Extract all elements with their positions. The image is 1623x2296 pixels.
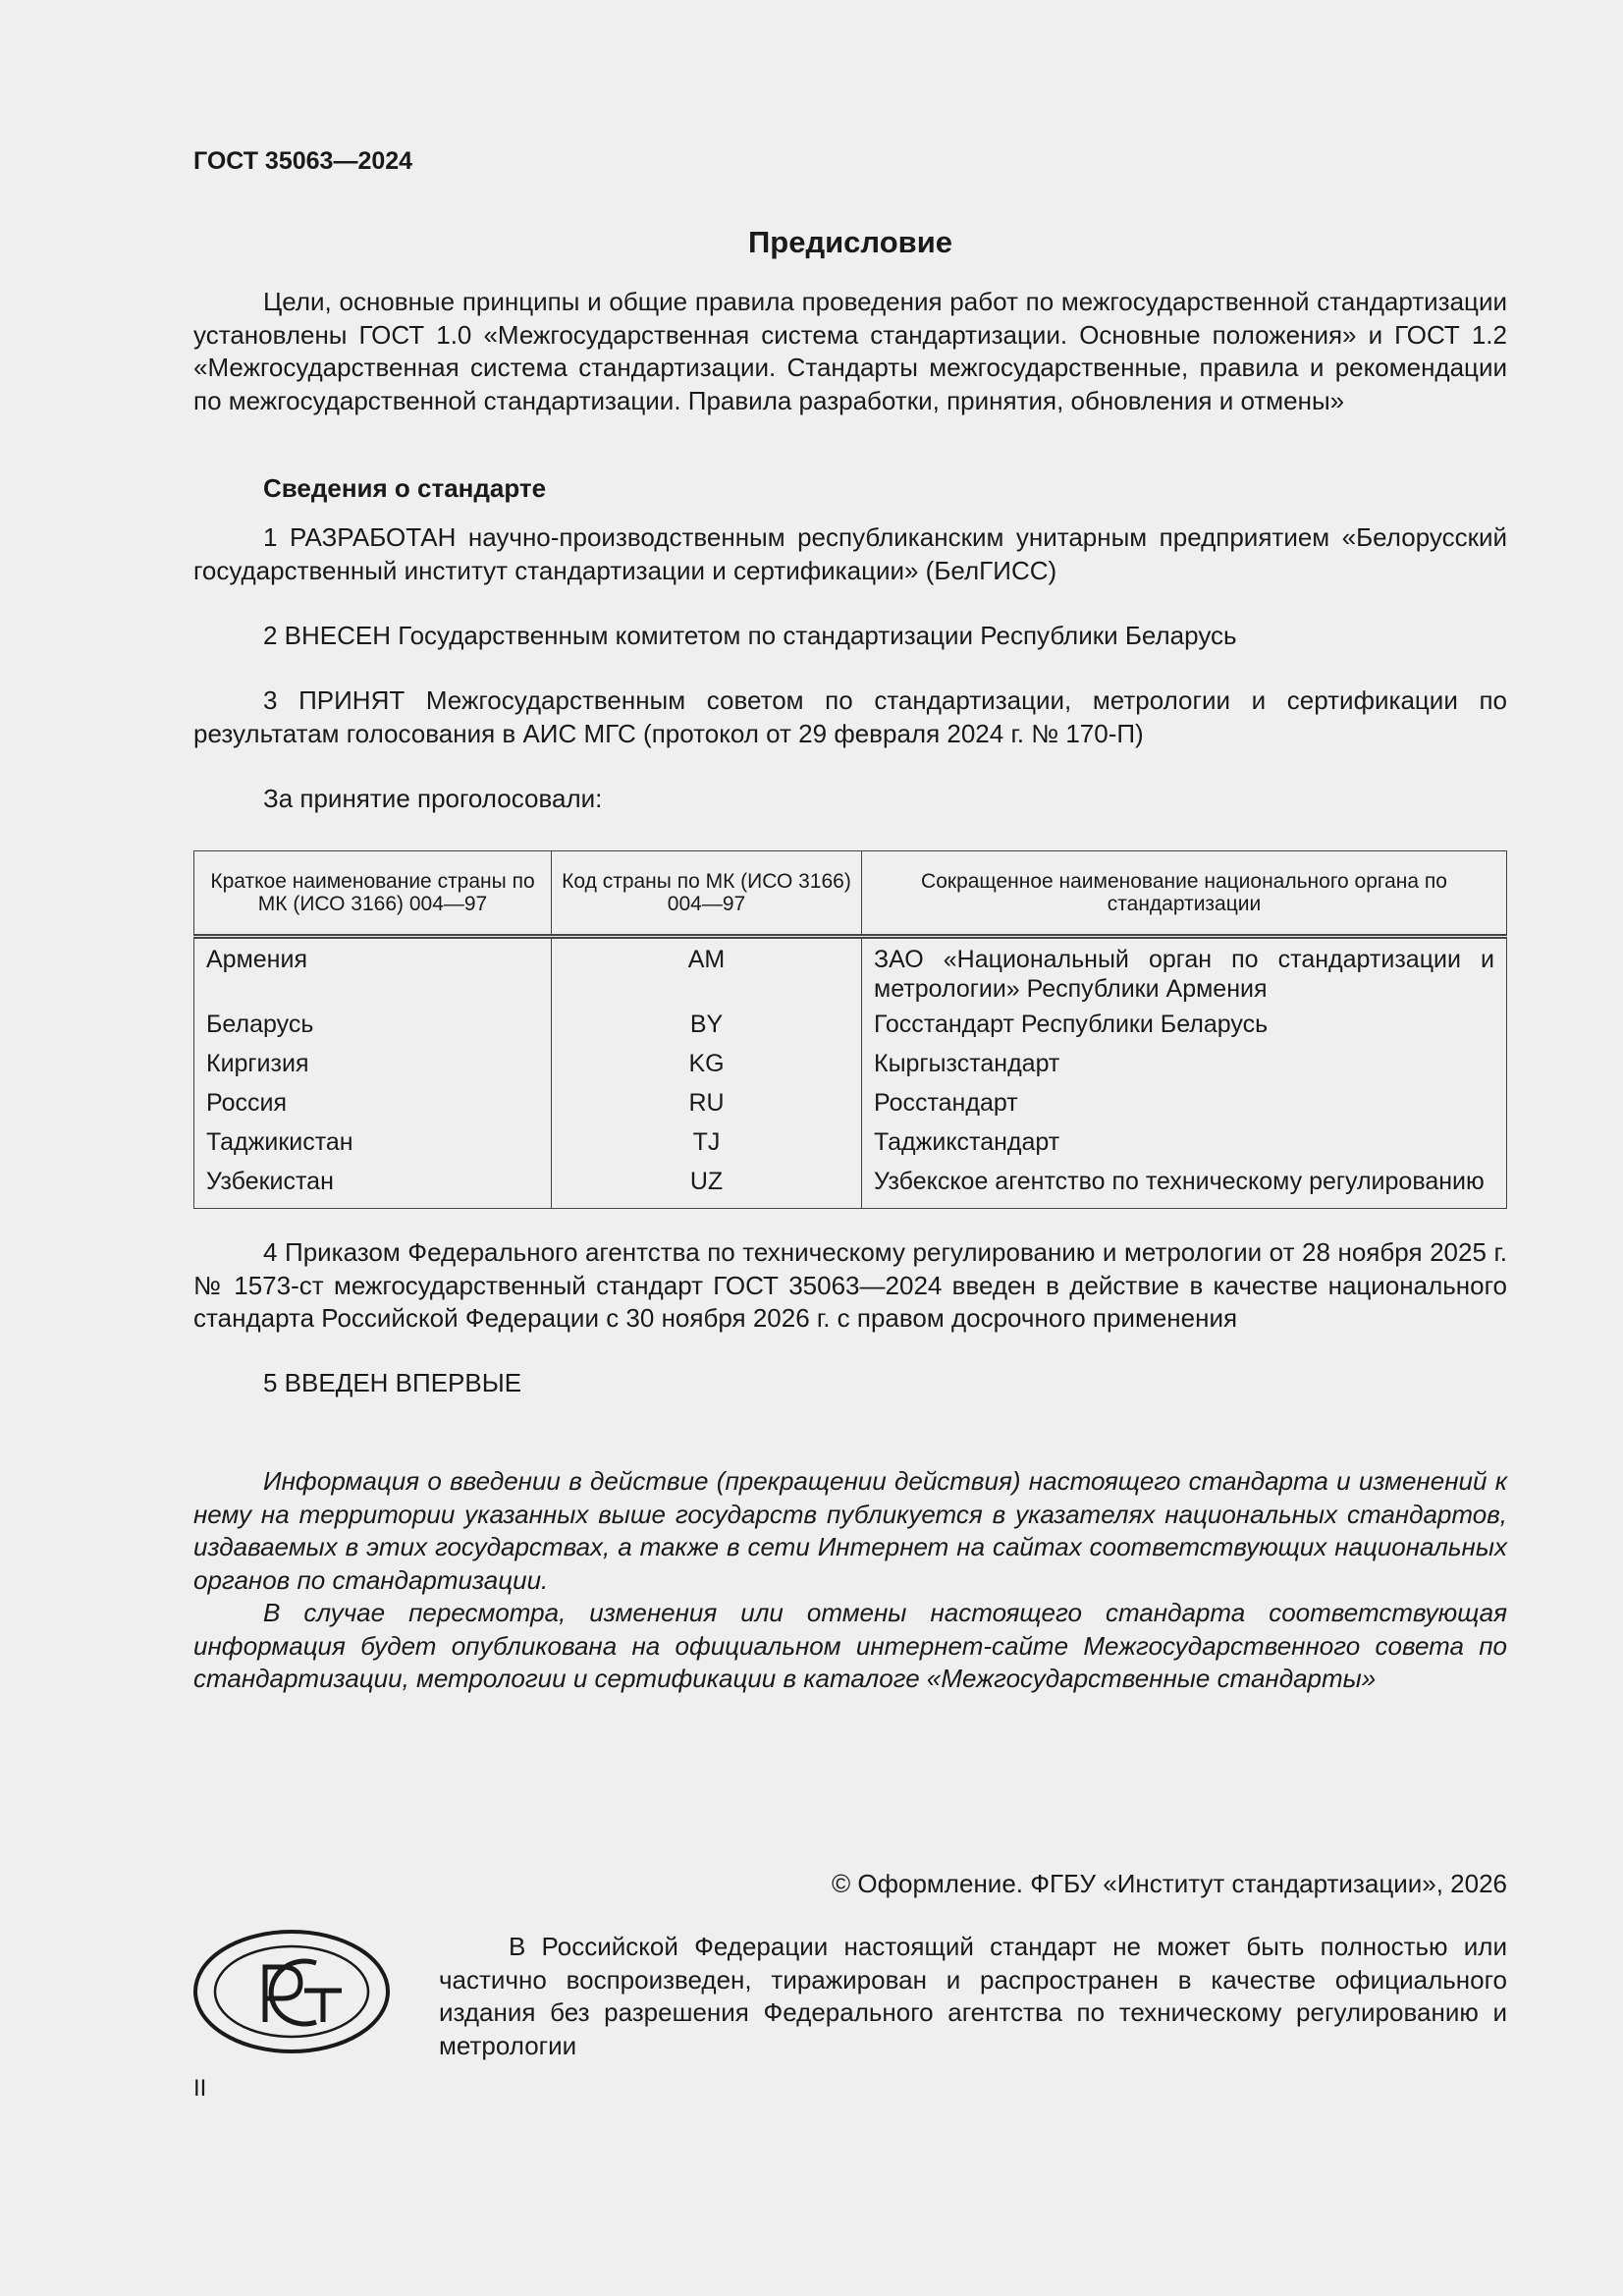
copyright-notice: В Российской Федерации настоящий стандарт не может быть полностью или частично воспроизведен, тиражирован и распространен в качестве официального издания без разрешения Федерального агентства по техническому регулированию и метрологии <box>439 1932 1507 2060</box>
org-cell: Кыргызстандарт <box>862 1049 1507 1088</box>
document-code: ГОСТ 35063—2024 <box>193 147 413 175</box>
code-cell: AM <box>552 937 862 1011</box>
header-org: Сокращенное наименование национального органа по стандартизации <box>862 851 1507 937</box>
code-cell: BY <box>552 1010 862 1049</box>
country-cell: Армения <box>194 937 552 1011</box>
table-row <box>194 1049 1507 1088</box>
voting-table <box>193 850 1507 1209</box>
country-cell: Беларусь <box>194 1010 552 1049</box>
intro-paragraph: Цели, основные принципы и общие правила проведения работ по межгосударственной стандартизации установлены ГОСТ 1.0 «Межгосударственная система стандартизации. Основные положения» и ГОСТ 1.2 «Межгосударственная система стандартизации. Стандарты межгосударственные, правила и рекомендации по межгосударственной стандартизации. Правила разработки, принятия, обновления и отмены» <box>193 287 1507 415</box>
code-cell: UZ <box>552 1167 862 1209</box>
code-cell: KG <box>552 1049 862 1088</box>
item-enacted: 4 Приказом Федерального агентства по техническому регулированию и метрологии от 28 ноября 2025 г. № 1573-ст межгосударственный стандарт ГОСТ 35063—2024 введен в действие в качестве национального стандарта Российской Федерации с 30 ноября 2026 г. с правом досрочного применения <box>193 1237 1507 1333</box>
item-submitted: 2 ВНЕСЕН Государственным комитетом по стандартизации Республики Беларусь <box>263 621 1237 650</box>
org-cell: Росстандарт <box>862 1088 1507 1127</box>
header-code: Код страны по МК (ИСО 3166) 004—97 <box>552 851 862 937</box>
table-row <box>194 1010 1507 1049</box>
note-information: Информация о введении в действие (прекращении действия) настоящего стандарта и изменений к нему на территории указанных выше государств публикуется в указателях национальных стандартов, издаваемых в этих государствах, а также в сети Интернет на сайтах соответствующих национальных органов по стандартизации. <box>193 1466 1507 1595</box>
note-revision: В случае пересмотра, изменения или отмены настоящего стандарта соответствующая информация будет опубликована на официальном интернет-сайте Межгосударственного совета по стандартизации, метрологии и сертификации в каталоге «Межгосударственные стандарты» <box>193 1598 1507 1693</box>
header-country: Краткое наименование страны по МК (ИСО 3166) 004—97 <box>194 851 552 937</box>
copyright-line: © Оформление. ФГБУ «Институт стандартизации», 2026 <box>832 1869 1507 1898</box>
item-adopted: 3 ПРИНЯТ Межгосударственным советом по стандартизации, метрологии и сертификации по результатам голосования в АИС МГС (протокол от 29 февраля 2024 г. № 170-П) <box>193 685 1507 748</box>
rst-certification-logo-icon <box>192 1928 391 2055</box>
table-row <box>194 1088 1507 1127</box>
item-developed: 1 РАЗРАБОТАН научно-производственным республиканским унитарным предприятием «Белорусский государственный институт стандартизации и сертификации» (БелГИСС) <box>193 522 1507 585</box>
voted-label: За принятие проголосовали: <box>263 784 603 813</box>
table-row <box>194 1167 1507 1209</box>
org-cell: Госстандарт Республики Беларусь <box>862 1010 1507 1049</box>
item-introduced: 5 ВВЕДЕН ВПЕРВЫЕ <box>263 1368 522 1397</box>
info-heading: Сведения о стандарте <box>263 473 547 503</box>
table-row <box>194 1127 1507 1167</box>
code-cell: TJ <box>552 1127 862 1167</box>
code-cell: RU <box>552 1088 862 1127</box>
org-cell: Таджикстандарт <box>862 1127 1507 1167</box>
org-cell: Узбекское агентство по техническому регулированию <box>862 1167 1507 1209</box>
org-cell: ЗАО «Национальный орган по стандартизации и метрологии» Республики Армения <box>862 937 1507 1011</box>
page-number: II <box>193 2075 207 2102</box>
table-header-row <box>194 851 1507 937</box>
country-cell: Таджикистан <box>194 1127 552 1167</box>
page-title: Предисловие <box>747 225 952 259</box>
country-cell: Россия <box>194 1088 552 1127</box>
country-cell: Киргизия <box>194 1049 552 1088</box>
country-cell: Узбекистан <box>194 1167 552 1209</box>
table-row <box>194 937 1507 1011</box>
